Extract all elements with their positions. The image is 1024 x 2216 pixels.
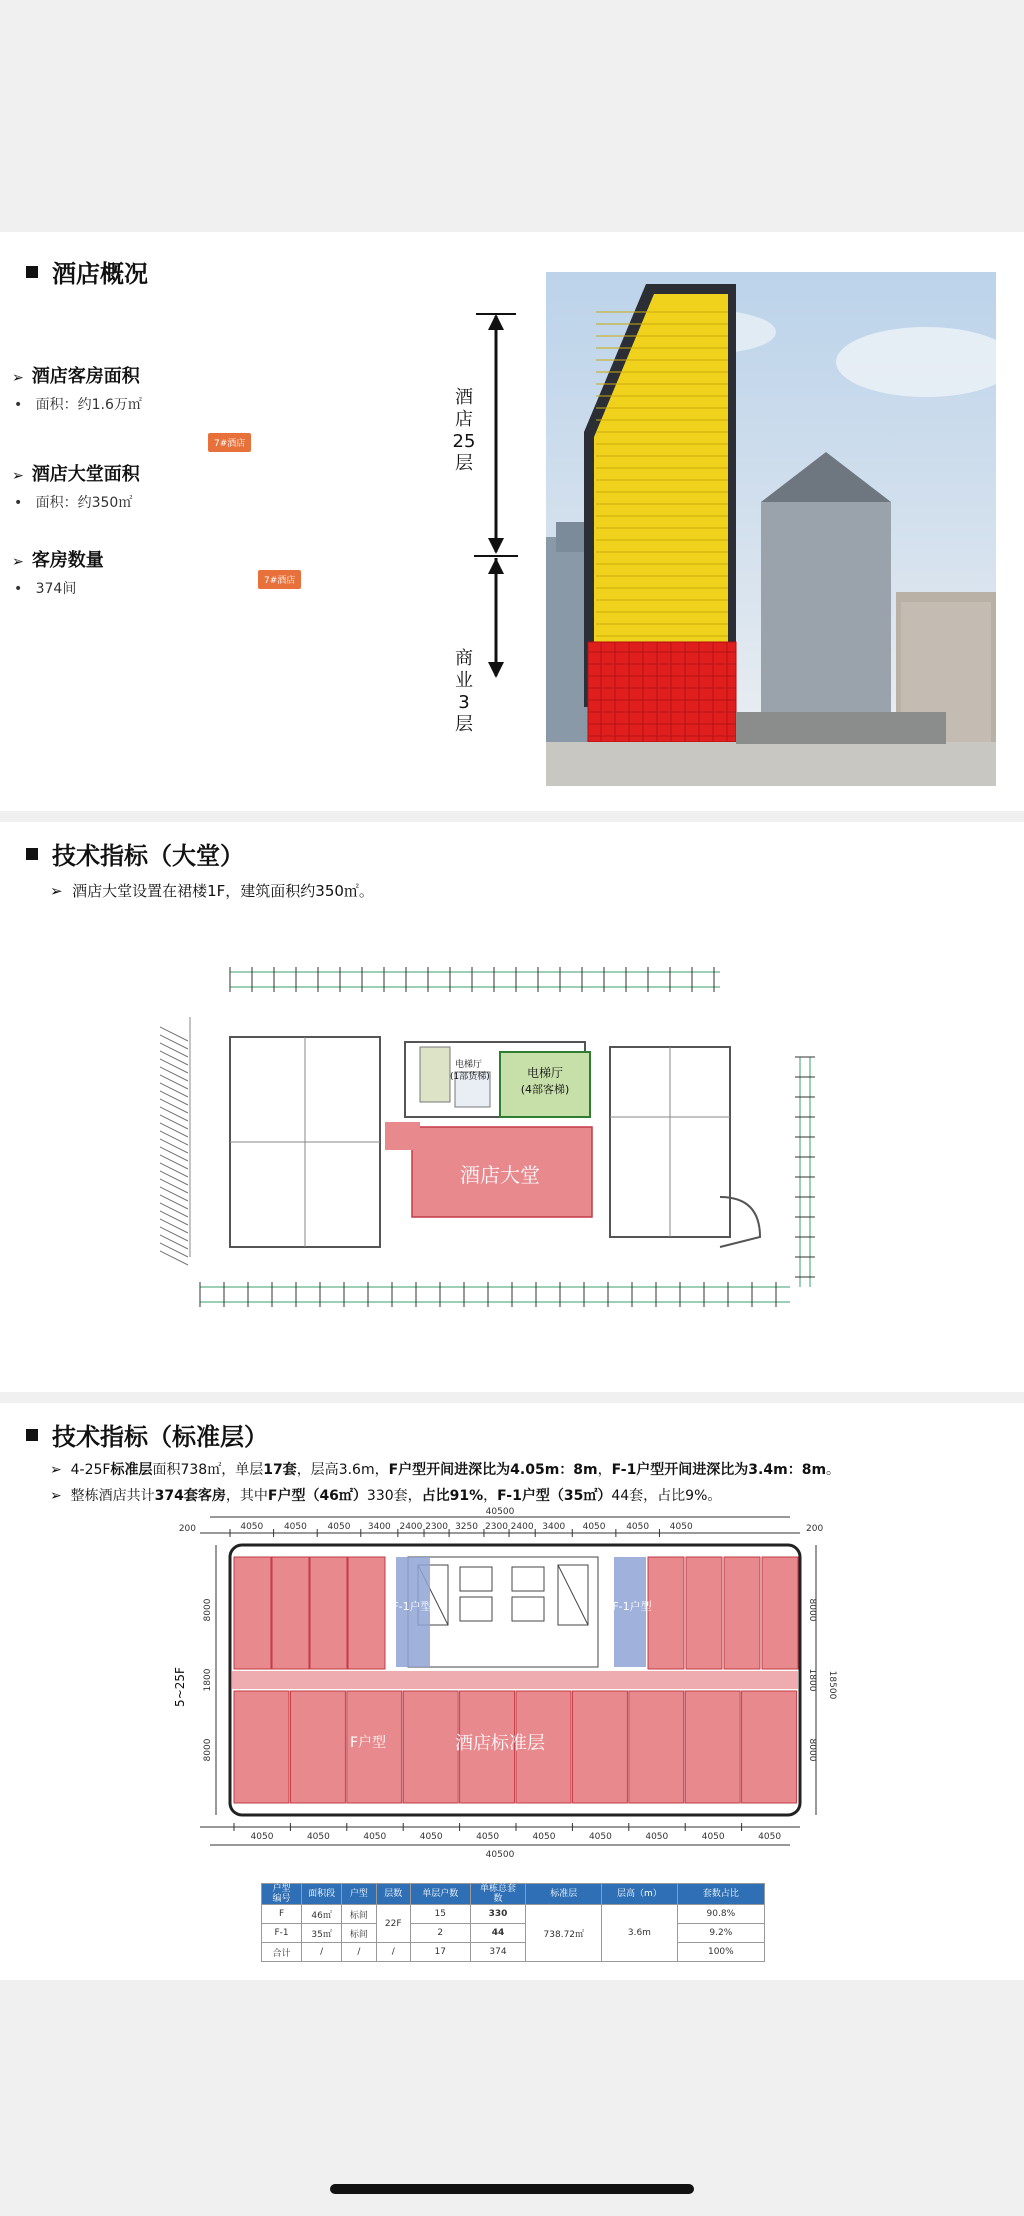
item-heading: ➢ 酒店大堂面积 — [12, 464, 140, 485]
table-row: F 46㎡ 标间 22F 15 330 738.72㎡ 3.6m 90.8% — [262, 1905, 765, 1924]
svg-text:4050: 4050 — [626, 1522, 650, 1532]
svg-text:1800: 1800 — [807, 1668, 817, 1692]
type-f-label: F户型 — [349, 1735, 387, 1751]
corner-dim: 200 — [178, 1524, 196, 1534]
lobby-floor-plan — [160, 957, 860, 1337]
type-f1-right-label: F-1户型 — [612, 1600, 652, 1613]
arrow-bullet-icon: ➢ — [12, 554, 24, 570]
item-detail: • 面积：约350㎡ — [14, 495, 133, 511]
table-header-row: 户型 编号 面积段 户型 层数 单层户数 单栋总套 数 标准层 层高（m） 套数占比 — [262, 1884, 765, 1905]
svg-text:4050: 4050 — [363, 1832, 387, 1842]
floor-range-label: 5~25F — [173, 1667, 187, 1707]
svg-text:2300: 2300 — [485, 1522, 508, 1532]
building-tag: 7#酒店 — [258, 570, 301, 589]
square-bullet-icon — [26, 848, 38, 860]
corner-dim: 200 — [806, 1524, 824, 1534]
svg-text:1800: 1800 — [203, 1668, 213, 1692]
freight-hall-label: 电梯厅 — [455, 1060, 483, 1070]
type-f1-left-label: F-1户型 — [392, 1600, 432, 1613]
square-bullet-icon — [26, 266, 38, 278]
building-rendering-image — [546, 272, 996, 786]
svg-text:4050: 4050 — [419, 1832, 443, 1842]
svg-text:4050: 4050 — [250, 1832, 274, 1842]
standard-floor-note: ➢ 4-25F标准层面积738㎡，单层17套，层高3.6m，F户型开间进深比为4.05m：8m，F-1户型开间进深比为3.4m：8m。 — [50, 1462, 841, 1478]
commercial-floors-label: 商 业 3 层 — [455, 648, 473, 735]
svg-text:8000: 8000 — [807, 1598, 817, 1622]
section-title: 技术指标（大堂） — [26, 836, 244, 871]
standard-floor-plan — [170, 1505, 860, 1865]
hatch-lines — [160, 1027, 188, 1265]
svg-text:4050: 4050 — [701, 1832, 725, 1842]
arrow-bullet-icon: ➢ — [12, 468, 24, 484]
lobby-note: ➢ 酒店大堂设置在裙楼1F，建筑面积约350㎡。 — [50, 882, 374, 900]
slide-standard-floor-specs — [0, 1403, 1024, 1980]
freight-hall-sub: (1部货梯) — [450, 1072, 490, 1082]
bottom-dimensions — [234, 1823, 781, 1842]
elevator-hall-sub: (4部客梯) — [520, 1083, 570, 1096]
table-row: F-1 35㎡ 标间 2 44 9.2% — [262, 1924, 765, 1943]
room-count-note: ➢ 整栋酒店共计374套客房，其中F户型（46㎡）330套，占比91%，F-1户型（35㎡）44套，占比9%。 — [50, 1488, 722, 1504]
slide-lobby-specs — [0, 822, 1024, 1392]
height-arrows — [470, 312, 520, 682]
svg-text:2400: 2400 — [510, 1522, 534, 1532]
arrow-bullet-icon: ➢ — [12, 370, 24, 386]
svg-text:8000: 8000 — [807, 1738, 817, 1762]
elevator-hall-label: 电梯厅 — [526, 1066, 564, 1080]
svg-text:8000: 8000 — [203, 1598, 213, 1622]
building-tag: 7#酒店 — [208, 433, 251, 452]
svg-text:3400: 3400 — [367, 1522, 391, 1532]
slide-hotel-overview — [0, 232, 1024, 811]
lobby-label: 酒店大堂 — [460, 1163, 540, 1187]
section-title: 技术指标（标准层） — [26, 1417, 268, 1452]
unit-spec-table — [261, 1883, 765, 1962]
svg-text:3250: 3250 — [455, 1522, 478, 1532]
svg-text:4050: 4050 — [758, 1832, 782, 1842]
total-depth: 18500 — [827, 1670, 837, 1700]
total-width-bottom: 40500 — [485, 1850, 515, 1860]
table-row: 合计 / / / 17 374 100% — [262, 1943, 765, 1962]
svg-text:4050: 4050 — [240, 1522, 264, 1532]
svg-text:4050: 4050 — [532, 1832, 556, 1842]
item-heading: ➢ 客房数量 — [12, 550, 104, 571]
svg-text:2300: 2300 — [425, 1522, 449, 1532]
svg-text:4050: 4050 — [645, 1832, 669, 1842]
item-heading: ➢ 酒店客房面积 — [12, 366, 140, 387]
svg-text:4050: 4050 — [669, 1522, 693, 1532]
square-bullet-icon — [26, 1429, 38, 1441]
standard-floor-label: 酒店标准层 — [455, 1733, 545, 1754]
svg-text:4050: 4050 — [283, 1522, 307, 1532]
svg-text:4050: 4050 — [327, 1522, 351, 1532]
total-width-top: 40500 — [485, 1507, 515, 1517]
home-indicator[interactable] — [330, 2184, 694, 2194]
svg-text:4050: 4050 — [588, 1832, 612, 1842]
svg-text:4050: 4050 — [582, 1522, 606, 1532]
item-detail: • 374间 — [14, 581, 77, 597]
svg-text:4050: 4050 — [306, 1832, 330, 1842]
item-detail: • 面积：约1.6万㎡ — [14, 397, 142, 413]
svg-text:4050: 4050 — [476, 1832, 500, 1842]
hotel-floors-label: 酒 店 25 层 — [452, 387, 476, 474]
svg-text:3400: 3400 — [542, 1522, 566, 1532]
section-title: 酒店概况 — [26, 254, 148, 289]
top-dimensions — [230, 1522, 693, 1537]
svg-text:2400: 2400 — [399, 1522, 423, 1532]
svg-text:8000: 8000 — [203, 1738, 213, 1762]
